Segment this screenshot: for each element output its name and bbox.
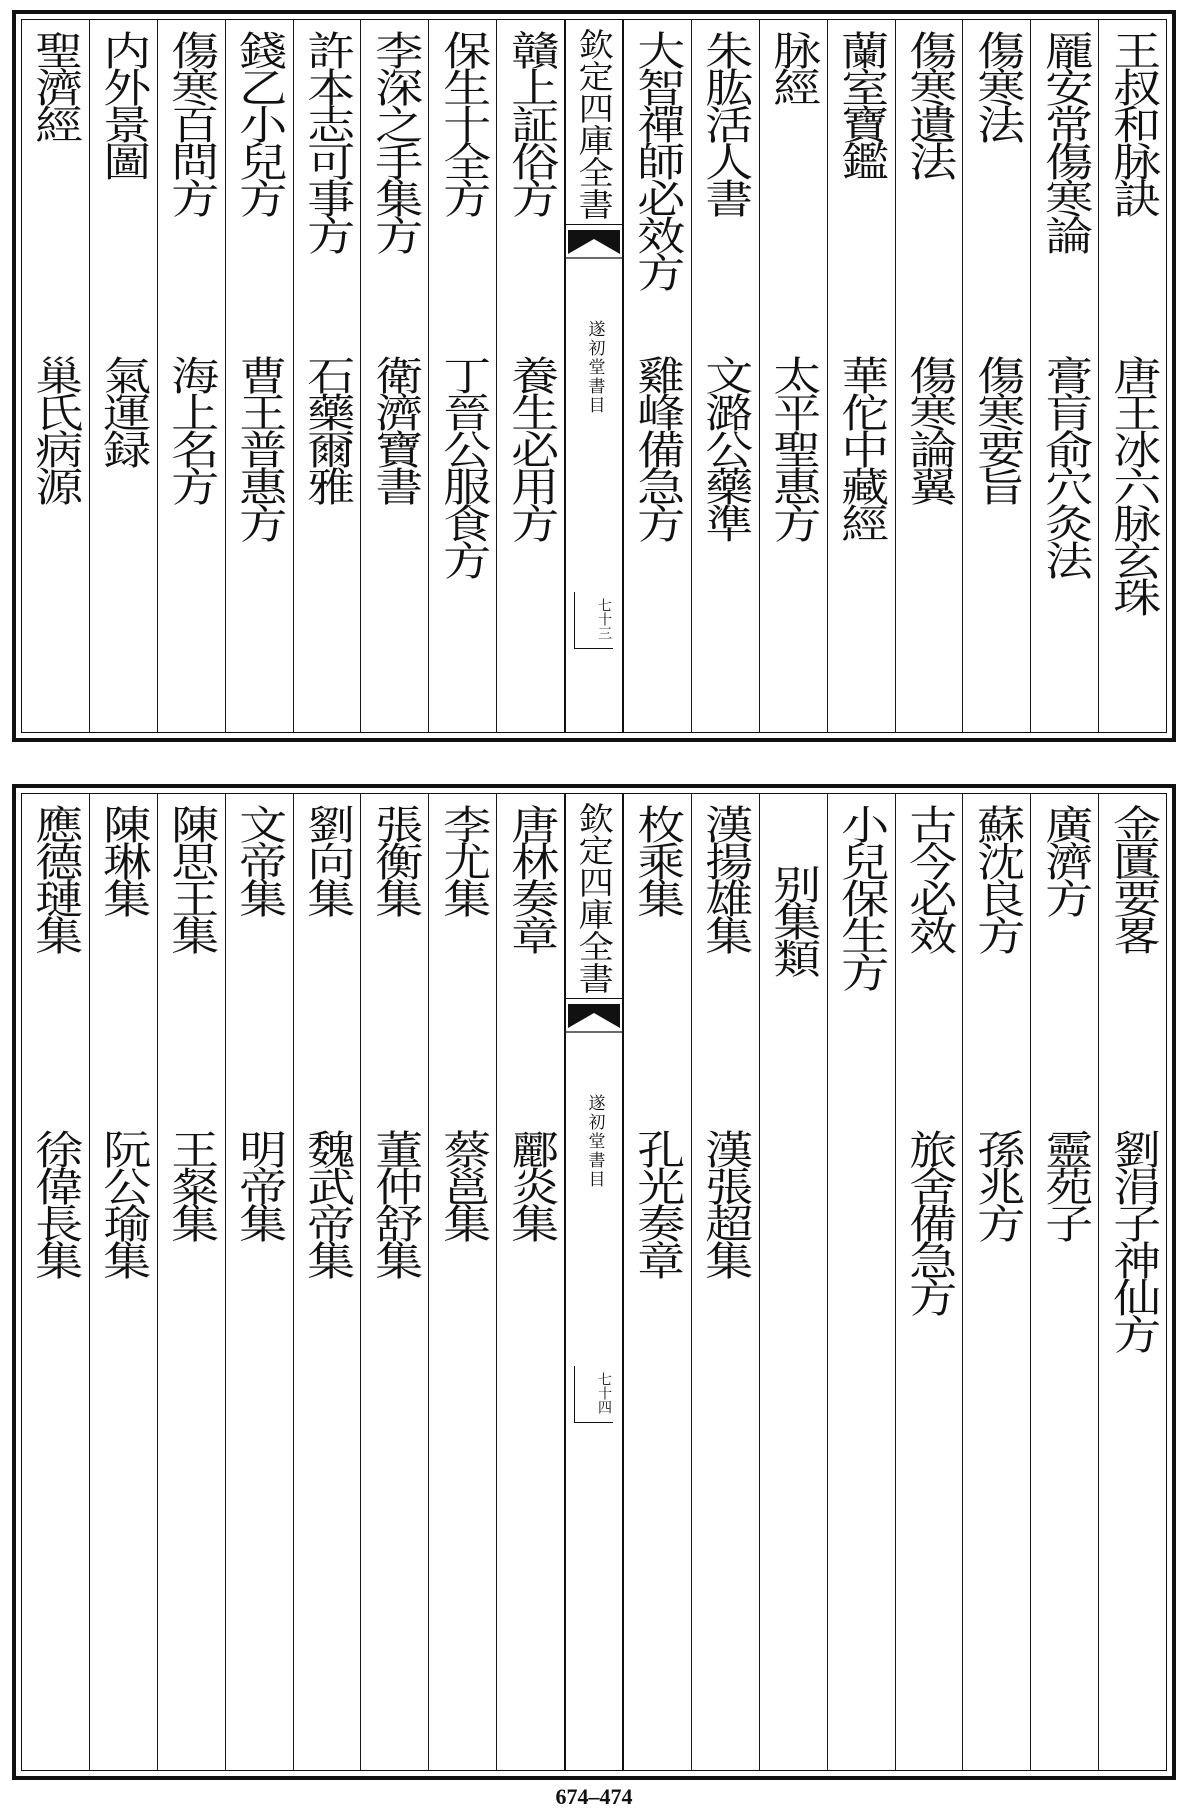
catalog-column (759, 20, 827, 732)
book-entry: 劉涓子神仙方 (1104, 1129, 1161, 1351)
catalog-leaf-upper (12, 10, 1176, 742)
book-entry: 李尤集 (435, 804, 491, 915)
catalog-column (1098, 794, 1166, 1770)
book-entry: 枚乘集 (629, 804, 686, 915)
book-entry: 金匱要畧 (1104, 804, 1161, 952)
catalog-column (22, 794, 89, 1770)
folio-number: 七十三 (596, 598, 612, 640)
book-entry: 徐偉長集 (27, 1129, 84, 1277)
book-entry: 張衡集 (367, 804, 423, 915)
catalog-column (225, 20, 293, 732)
catalog-column (691, 20, 759, 732)
catalog-column (895, 20, 963, 732)
book-entry: 許本志可事方 (299, 30, 355, 252)
center-fold (564, 794, 622, 1770)
book-entry: 保生十全方 (435, 30, 491, 215)
series-heading: 欽定四庫全書 (573, 802, 615, 994)
book-entry: 巢氏病源 (27, 355, 84, 503)
leaf-frame (21, 793, 1167, 1771)
book-entry: 蔡邕集 (435, 1129, 491, 1240)
book-entry: 應德璉集 (27, 804, 84, 952)
book-entry: 魏武帝集 (299, 1129, 355, 1277)
page-reference: 674–474 (555, 1784, 633, 1809)
fishtail-ornament (566, 1002, 622, 1034)
book-entry: 李深之手集方 (367, 30, 423, 252)
book-entry: 傷寒要旨 (969, 355, 1025, 503)
book-entry: 衛濟寶書 (367, 355, 423, 503)
book-entry: 蘭室寶鑑 (833, 30, 889, 178)
folio-bracket (574, 592, 613, 649)
book-entry: 文帝集 (231, 804, 287, 915)
book-entry: 文潞公藥準 (697, 355, 753, 540)
book-entry: 酈炎集 (502, 1129, 559, 1240)
catalog-column (895, 794, 963, 1770)
book-entry: 王粲集 (163, 1129, 219, 1240)
catalog-column (622, 794, 691, 1770)
book-entry: 龎安常傷寒論 (1037, 30, 1093, 252)
category-heading: 别集類 (765, 864, 821, 975)
fishtail-ornament (566, 228, 622, 260)
catalog-column (22, 20, 89, 732)
book-entry: 傷寒論翼 (901, 355, 957, 503)
book-entry: 傷寒法 (969, 30, 1025, 141)
catalog-column (293, 20, 361, 732)
catalog-column (1030, 794, 1098, 1770)
book-entry: 内外景圖 (95, 30, 151, 178)
catalog-column (157, 794, 225, 1770)
book-entry: 唐林奏章 (502, 804, 559, 952)
catalog-column (360, 20, 428, 732)
book-entry: 傷寒遺法 (901, 30, 957, 178)
catalog-column (428, 794, 496, 1770)
leaf-frame (21, 19, 1167, 733)
catalog-column (428, 20, 496, 732)
book-entry: 氣運録 (95, 355, 151, 466)
book-entry: 陳思王集 (163, 804, 219, 952)
book-entry: 石藥爾雅 (299, 355, 355, 503)
book-entry: 華佗中藏經 (833, 355, 889, 540)
book-entry: 王叔和脉訣 (1104, 30, 1161, 215)
book-entry: 曹王普惠方 (231, 355, 287, 540)
book-entry: 漢揚雄集 (697, 804, 753, 952)
book-entry: 小兒保生方 (833, 804, 889, 989)
catalog-column (360, 794, 428, 1770)
book-entry: 孫兆方 (969, 1129, 1025, 1240)
folio-bracket (574, 1366, 613, 1423)
catalog-column (691, 794, 759, 1770)
folio-number: 七十四 (596, 1372, 612, 1414)
catalog-column (962, 794, 1030, 1770)
book-entry: 漢張超集 (697, 1129, 753, 1277)
book-entry: 傷寒百問方 (163, 30, 219, 215)
book-entry: 唐王冰六脉玄珠 (1104, 355, 1161, 614)
book-entry: 養生必用方 (502, 355, 559, 540)
book-entry: 膏肓俞穴灸法 (1037, 355, 1093, 577)
book-entry: 海上名方 (163, 355, 219, 503)
book-entry: 劉向集 (299, 804, 355, 915)
catalog-column (157, 20, 225, 732)
book-entry: 蘇沈良方 (969, 804, 1025, 952)
catalog-column (827, 20, 895, 732)
catalog-column (622, 20, 691, 732)
book-entry: 脉經 (765, 30, 821, 104)
book-entry: 錢乙小兒方 (231, 30, 287, 215)
catalog-column (827, 794, 895, 1770)
book-entry: 丁晉公服食方 (435, 355, 491, 577)
book-title: 遂初堂書目 (584, 320, 605, 415)
heading-rule (566, 224, 622, 225)
catalog-column (1030, 20, 1098, 732)
catalog-column (225, 794, 293, 1770)
book-entry: 聖濟經 (27, 30, 84, 141)
catalog-column (89, 794, 157, 1770)
center-fold (564, 20, 622, 732)
book-entry: 孔光奏章 (629, 1129, 686, 1277)
catalog-column (293, 794, 361, 1770)
book-entry: 太平聖惠方 (765, 355, 821, 540)
book-entry: 陳琳集 (95, 804, 151, 915)
series-heading: 欽定四庫全書 (573, 28, 615, 220)
book-entry: 阮公瑜集 (95, 1129, 151, 1277)
catalog-column (496, 794, 564, 1770)
catalog-column (759, 794, 827, 1770)
catalog-column (496, 20, 564, 732)
book-entry: 旅舍備急方 (901, 1129, 957, 1314)
catalog-column (89, 20, 157, 732)
book-entry: 廣濟方 (1037, 804, 1093, 915)
book-title: 遂初堂書目 (584, 1094, 605, 1189)
catalog-leaf-lower (12, 784, 1176, 1780)
book-entry: 贛上証俗方 (502, 30, 559, 215)
book-entry: 明帝集 (231, 1129, 287, 1240)
book-entry: 大智禪師必效方 (629, 30, 686, 289)
book-entry: 古今必效 (901, 804, 957, 952)
book-entry: 靈苑子 (1037, 1129, 1093, 1240)
heading-rule (566, 998, 622, 999)
book-entry: 朱肱活人書 (697, 30, 753, 215)
book-entry: 雞峰備急方 (629, 355, 686, 540)
catalog-column (1098, 20, 1166, 732)
book-entry: 董仲舒集 (367, 1129, 423, 1277)
catalog-column (962, 20, 1030, 732)
